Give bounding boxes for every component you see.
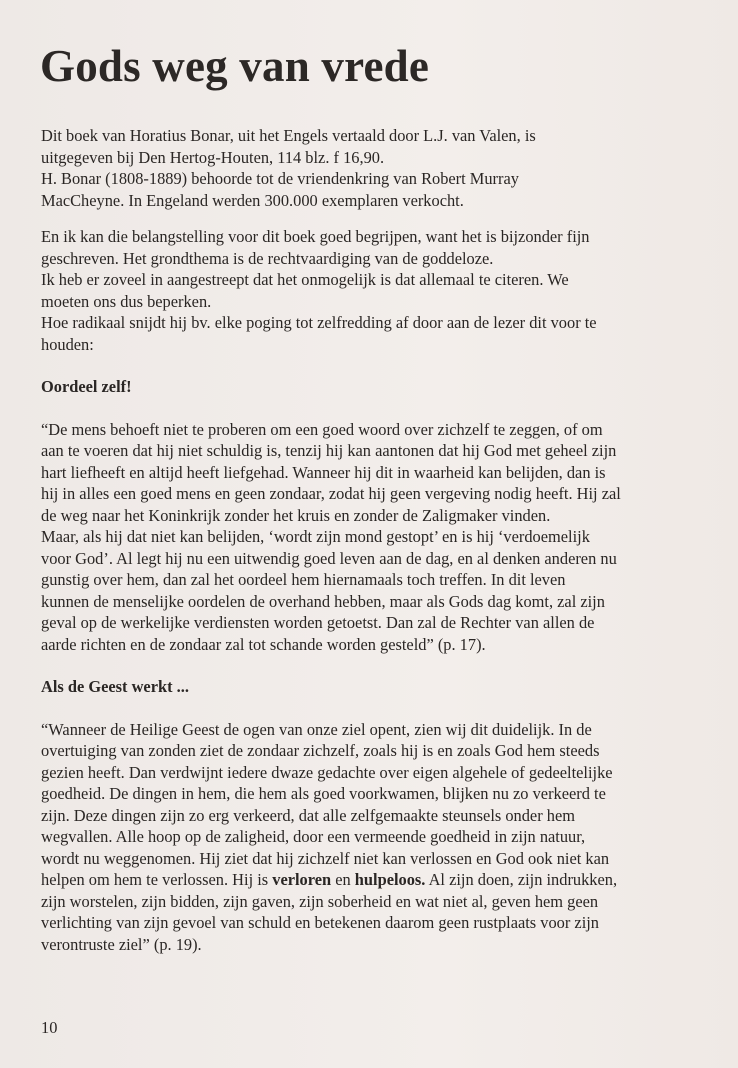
bold-hulpeloos: hulpeloos. (354, 870, 426, 889)
quote-text-before: “Wanneer de Heilige Geest de ogen van onze ziel opent, zien wij dit duidelijk. In de overtuiging van zonden ziet de zondaar zichzelf, zoals hij is en zoals God hem steeds gezien heeft. Dan verdwijnt iedere dwaze gedachte over eigen algehele of gedeeltelijke goedheid. De dingen in hem, die hem als goed voorkwamen, blijken nu zo verkeerd te zijn. Deze dingen zijn zo erg verkeerd, dat alle zelfgemaakte steunsels onder hem wegvallen. Alle hoop op de zaligheid, door een vermeende goedheid in zijn natuur, wordt nu weggenomen. Hij ziet dat hij zichzelf niet kan verlossen en God ook niet kan helpen om hem te verlossen. Hij is (41, 719, 613, 889)
section-heading-geest: Als de Geest werkt ... (41, 677, 189, 696)
page-title: Gods weg van vrede (40, 41, 430, 91)
quote-paragraph-geest (41, 719, 721, 956)
quote-text-between: en (331, 870, 355, 889)
intro-paragraph: Dit boek van Horatius Bonar, uit het Engels vertaald door L.J. van Valen, is uitgegeven bij Den Hertog-Houten, 114 blz. f 16,90. H. Bonar (1808-1889) behoorde tot de vriendenkring van Robert Murray MacCheyne. In Engeland werden 300.000 exemplaren verkocht. (41, 126, 536, 210)
bold-verloren: verloren (272, 870, 332, 889)
article-body (41, 125, 721, 955)
quote-paragraph-oordeel: “De mens behoeft niet te proberen om een goed woord over zichzelf te zeggen, of om aan te voeren dat hij niet schuldig is, tenzij hij kan aantonen dat hij God met geheel zijn hart liefheeft en altijd heeft liefgehad. Wanneer hij dit in waarheid kan belijden, dan is hij in alles een goed mens en geen zondaar, zodat hij geen vergeving nodig heeft. Hij zal de weg naar het Koninkrijk zonder het kruis en zonder de Zaligmaker vinden. Maar, als hij dat niet kan belijden, ‘wordt zijn mond gestopt’ en is hij ‘verdoemelijk voor God’. Al legt hij nu een uitwendig goed leven aan de dag, en al denken anderen nu gunstig over hem, dan zal het oordeel hem hiernamaals toch treffen. In dit leven kunnen de menselijke oordelen de overhand hebben, maar als Gods dag komt, zal zijn geval op de werkelijke verdiensten worden getoetst. Dan zal de Rechter van allen de aarde richten en de zondaar zal tot schande worden gesteld” (p. 17). (41, 419, 621, 654)
second-paragraph: En ik kan die belangstelling voor dit boek goed begrijpen, want het is bijzonder fijn geschreven. Het grondthema is de rechtvaardiging van de goddeloze. Ik heb er zoveel in aangestreept dat het onmogelijk is dat allemaal te citeren. We moeten ons dus beperken. Hoe radikaal snijdt hij bv. elke poging tot zelfredding af door aan de lezer dit voor te houden: (41, 227, 597, 354)
page-number: 10 (41, 1018, 58, 1037)
section-heading-oordeel: Oordeel zelf! (41, 377, 132, 396)
quote-text-after: Al zijn doen, zijn indrukken, zijn worstelen, zijn bidden, zijn gaven, zijn soberheid en wat niet al, geven hem geen verlichting van zijn gevoel van schuld en betekenen daarom geen rustplaats voor zijn verontruste ziel” (p. 19). (41, 870, 618, 954)
